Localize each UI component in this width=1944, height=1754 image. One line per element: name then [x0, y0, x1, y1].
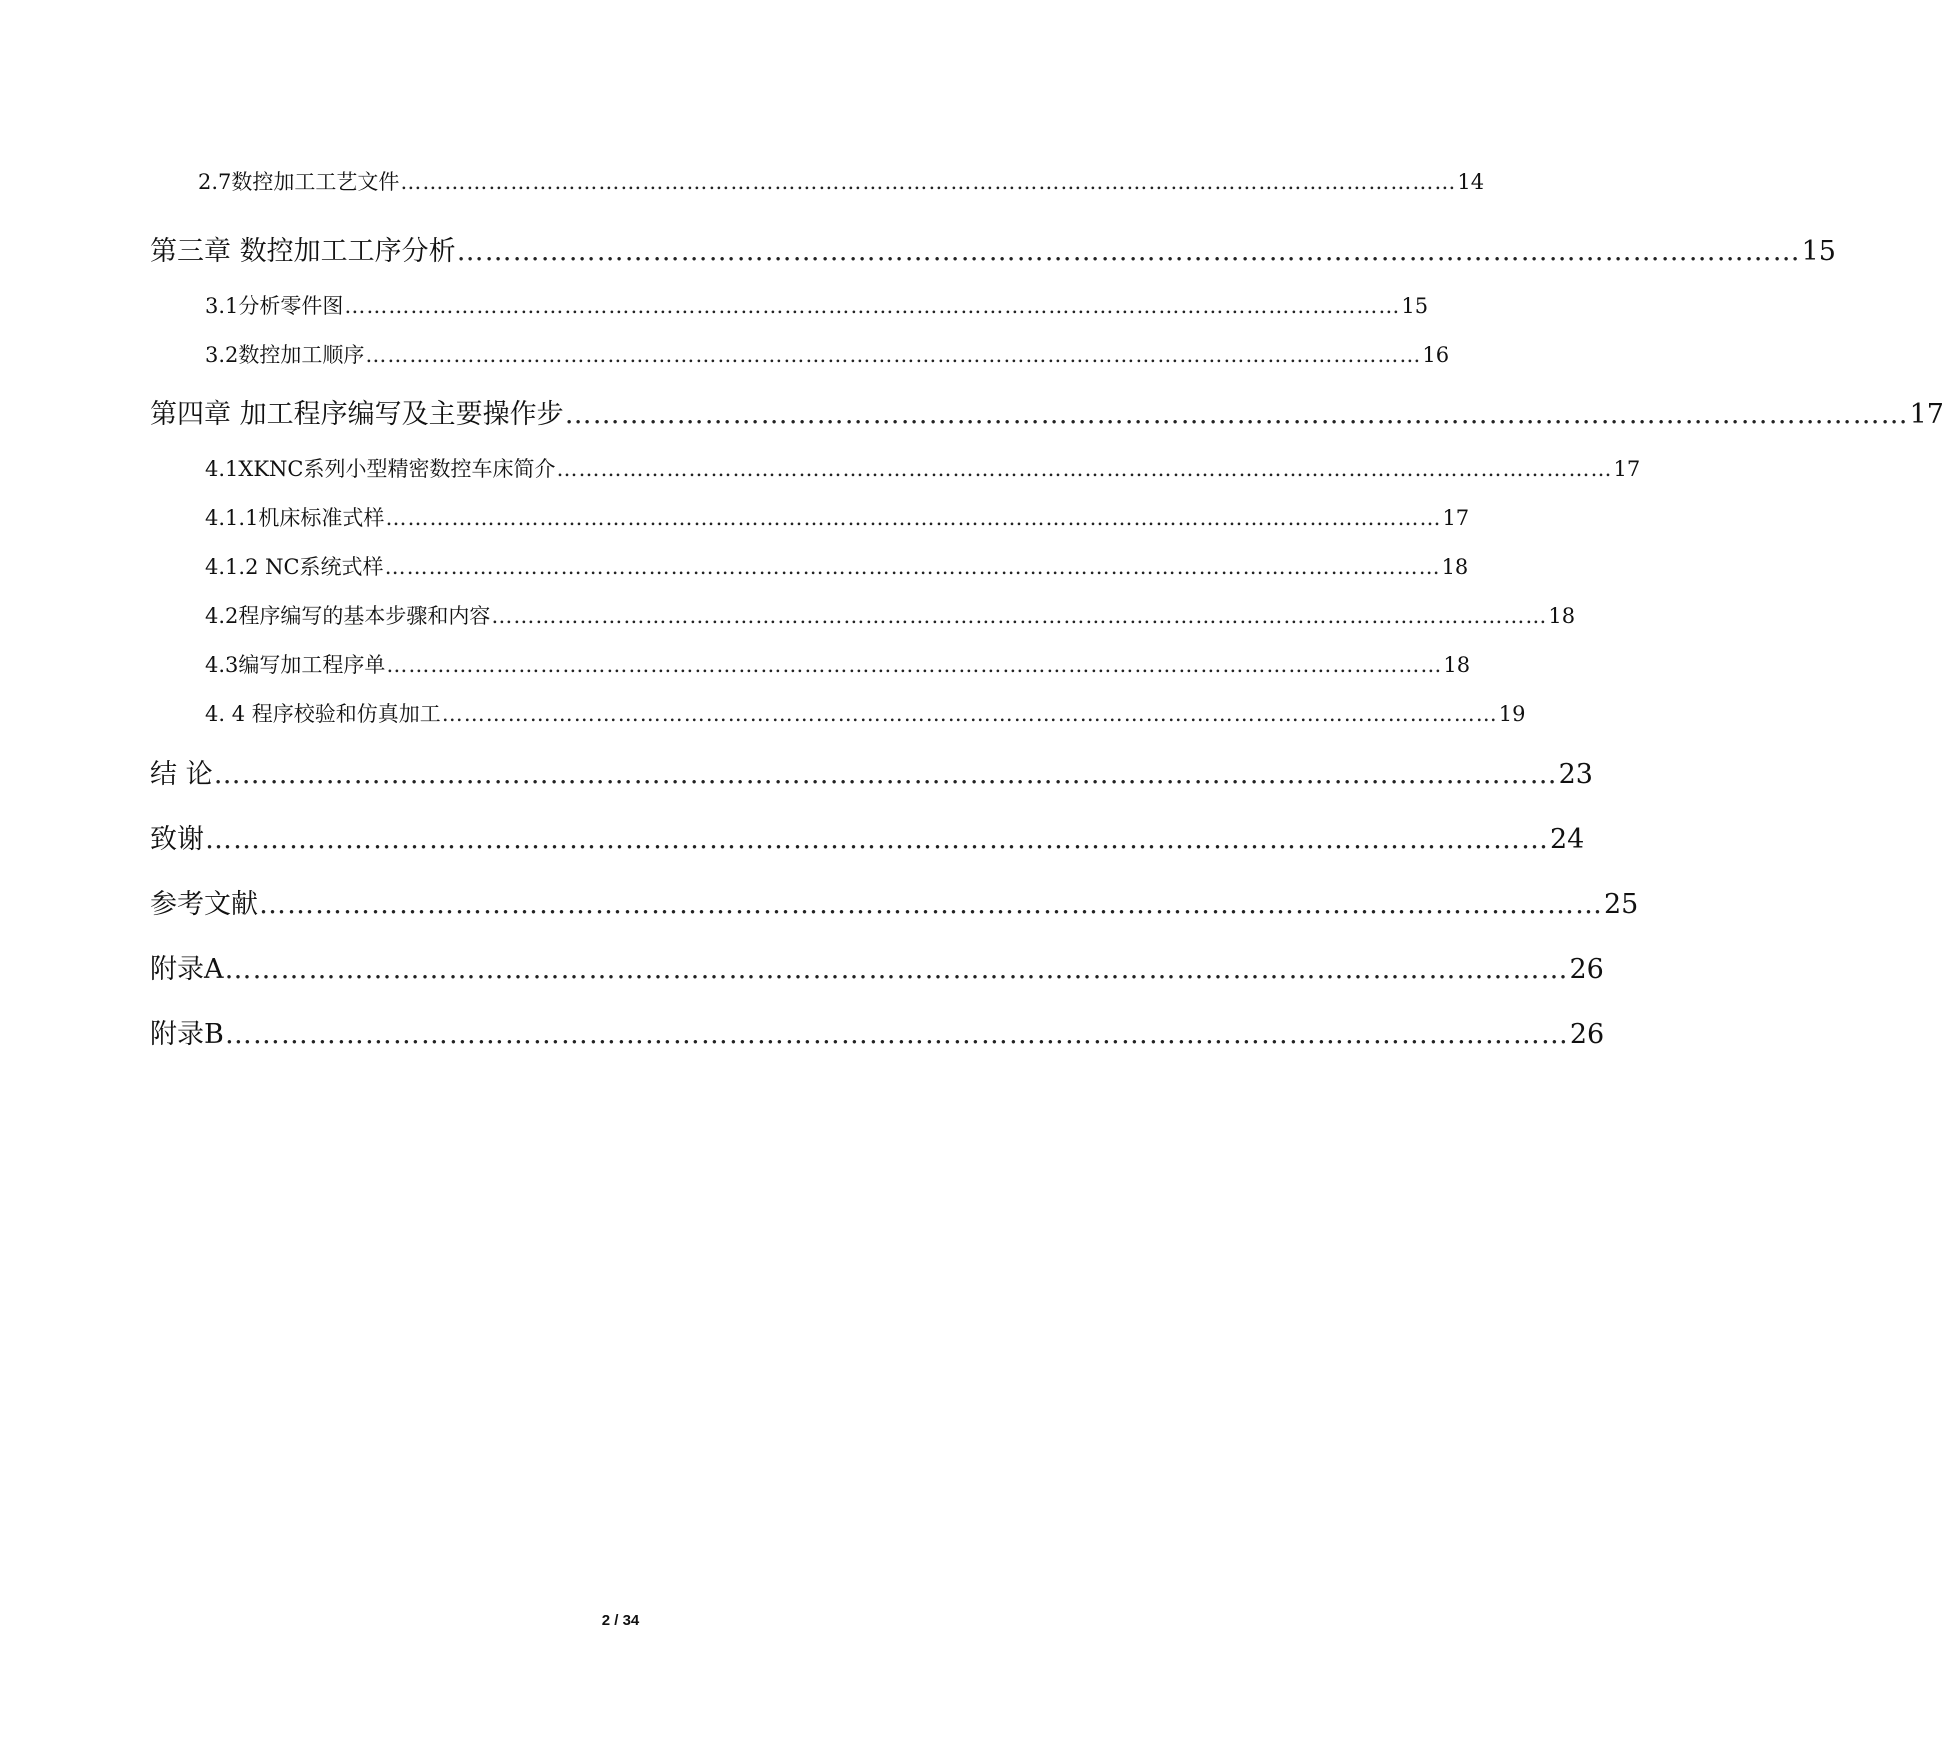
toc-entry-label: 结 论 — [150, 759, 213, 790]
toc-entry-label: 3.1分析零件图 — [205, 294, 344, 318]
toc-entry-page: 14 — [1457, 170, 1485, 194]
toc-entry-page: 26 — [1569, 954, 1604, 985]
toc-dot-leader: ……………………………………………………………………………………………………………………………… — [564, 399, 1909, 430]
toc-dot-leader: ……………………………………………………………………………………………………………………………… — [491, 604, 1548, 628]
toc-dot-leader: ……………………………………………………………………………………………………………………………… — [365, 343, 1422, 367]
toc-entry-label: 3.2数控加工顺序 — [205, 343, 365, 367]
toc-entry-page: 18 — [1443, 653, 1471, 677]
toc-dot-leader: ……………………………………………………………………………………………………………………………… — [224, 954, 1569, 985]
toc-entry-page: 23 — [1558, 759, 1593, 790]
toc-dot-leader: ……………………………………………………………………………………………………………………………… — [441, 702, 1498, 726]
toc-entry-page: 19 — [1498, 702, 1526, 726]
toc-entry-4-3[interactable] — [205, 649, 1471, 679]
toc-entry-label: 4.1XKNC系列小型精密数控车床简介 — [205, 457, 556, 481]
toc-entry-label: 附录A — [150, 954, 224, 985]
toc-dot-leader: ……………………………………………………………………………………………………………………………… — [205, 824, 1549, 855]
toc-entry-label: 第四章 加工程序编写及主要操作步 — [150, 399, 564, 430]
toc-entry-label: 2.7数控加工工艺文件 — [198, 170, 400, 194]
toc-dot-leader: ……………………………………………………………………………………………………………………………… — [344, 294, 1401, 318]
toc-entry-label: 参考文献 — [150, 889, 258, 920]
toc-entry-4-1[interactable] — [205, 453, 1641, 483]
toc-dot-leader: ……………………………………………………………………………………………………………………………… — [386, 653, 1443, 677]
toc-dot-leader: ……………………………………………………………………………………………………………………………… — [456, 236, 1801, 267]
toc-entry-3-1[interactable] — [205, 290, 1429, 320]
toc-entry-page: 18 — [1441, 555, 1469, 579]
toc-entry-page: 25 — [1604, 889, 1639, 920]
toc-entry-conclusion[interactable] — [150, 752, 1593, 791]
toc-entry-4-1-1[interactable] — [205, 502, 1470, 532]
toc-entry-label: 4.2程序编写的基本步骤和内容 — [205, 604, 491, 628]
toc-entry-page: 18 — [1548, 604, 1576, 628]
toc-dot-leader: ……………………………………………………………………………………………………………………………… — [400, 170, 1457, 194]
toc-entry-label: 第三章 数控加工工序分析 — [150, 236, 456, 267]
toc-entry-page: 16 — [1422, 343, 1450, 367]
toc-entry-label: 4. 4 程序校验和仿真加工 — [205, 702, 441, 726]
toc-entry-page: 26 — [1569, 1019, 1605, 1050]
toc-entry-appendix-a[interactable] — [150, 947, 1604, 986]
toc-entry-references[interactable] — [150, 882, 1639, 921]
toc-entry-label: 4.1.2 NC系统式样 — [205, 555, 384, 579]
toc-entry-page: 17 — [1613, 457, 1641, 481]
toc-entry-page: 24 — [1550, 824, 1585, 855]
toc-dot-leader: ……………………………………………………………………………………………………………………………… — [384, 555, 1441, 579]
toc-entry-chapter-4[interactable] — [150, 392, 1944, 431]
toc-entry-page: 15 — [1801, 236, 1836, 267]
toc-entry-2-7[interactable] — [198, 166, 1485, 196]
toc-dot-leader: ……………………………………………………………………………………………………………………………… — [385, 506, 1442, 530]
toc-entry-label: 致谢 — [150, 824, 204, 855]
toc-entry-page: 17 — [1909, 399, 1944, 430]
toc-entry-page: 17 — [1442, 506, 1470, 530]
toc-entry-label: 4.1.1机床标准式样 — [205, 506, 385, 530]
toc-entry-appendix-b[interactable] — [150, 1012, 1605, 1051]
toc-dot-leader: ……………………………………………………………………………………………………………………………… — [213, 759, 1558, 790]
toc-entry-chapter-3[interactable] — [150, 229, 1836, 268]
toc-entry-4-2[interactable] — [205, 600, 1576, 630]
toc-dot-leader: ……………………………………………………………………………………………………………………………… — [259, 889, 1603, 920]
toc-dot-leader: ……………………………………………………………………………………………………………………………… — [224, 1019, 1569, 1050]
toc-entry-label: 附录B — [150, 1019, 224, 1050]
toc-entry-label: 4.3编写加工程序单 — [205, 653, 386, 677]
toc-entry-4-4[interactable] — [205, 698, 1526, 728]
toc-dot-leader: ……………………………………………………………………………………………………………………………… — [556, 457, 1613, 481]
toc-entry-4-1-2[interactable] — [205, 551, 1469, 581]
page-number-footer: 2 / 34 — [601, 1612, 640, 1629]
toc-entry-3-2[interactable] — [205, 339, 1450, 369]
toc-entry-acknowledgements[interactable] — [150, 817, 1585, 856]
toc-entry-page: 15 — [1401, 294, 1429, 318]
